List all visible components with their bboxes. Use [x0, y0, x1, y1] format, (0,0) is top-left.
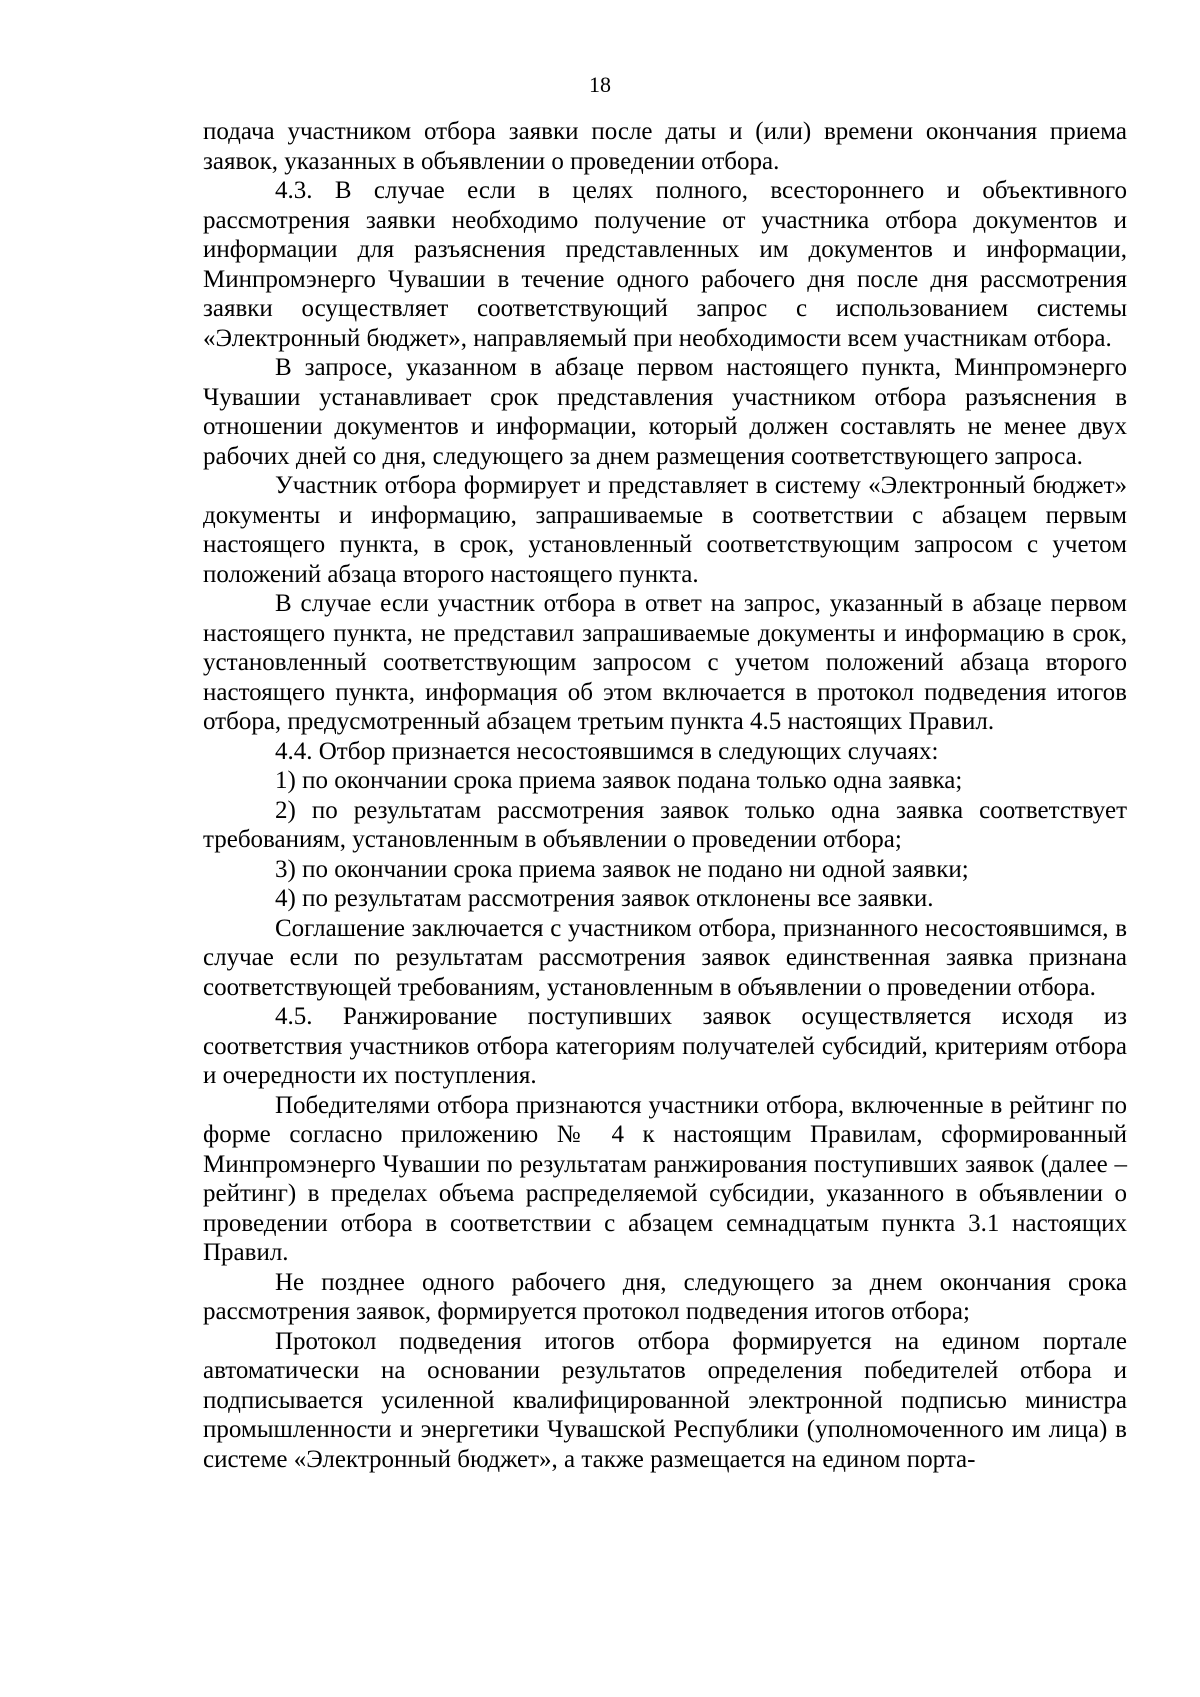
paragraph: 4.5. Ранжирование поступивших заявок осуществляется исходя из соответствия участников отбора категориям получателей субсидий, критериям отбора и очередности их поступления. [203, 1003, 1127, 1089]
paragraph: подача участником отбора заявки после даты и (или) времени окончания приема заявок, указанных в объявлении о проведении отбора. [203, 118, 1127, 175]
paragraph: В случае если участник отбора в ответ на запрос, указанный в абзаце первом настоящего пункта, не представил запрашиваемые документы и информацию в срок, установленный соответствующим запросом с учетом положений абзаца второго настоящего пункта, информация об этом включается в протокол подведения итогов отбора, предусмотренный абзацем третьим пункта 4.5 настоящих Правил. [203, 590, 1127, 735]
paragraph: 4.3. В случае если в целях полного, всестороннего и объективного рассмотрения заявки необходимо получение от участника отбора документов и информации для разъяснения представленных им документов и информации, Минпромэнерго Чувашии в течение одного рабочего дня после дня рассмотрения заявки осуществляет соответствующий запрос с использованием системы «Электронный бюджет», направляемый при необходимости всем участникам отбора. [203, 177, 1127, 352]
list-item: 4) по результатам рассмотрения заявок отклонены все заявки. [275, 885, 934, 912]
list-item: 2) по результатам рассмотрения заявок только одна заявка соответствует требованиям, установленным в объявлении о проведении отбора; [203, 796, 1127, 853]
paragraph: 4.4. Отбор признается несостоявшимся в следующих случаях: [275, 737, 939, 765]
paragraph: Протокол подведения итогов отбора формируется на едином портале автоматически на основании результатов определения победителей отбора и подписывается усиленной квалифицированной электронной подписью министра промышленности и энергетики Чувашской Республики (уполномоченного им лица) в системе «Электронный бюджет», а также размещается на едином порта- [203, 1327, 1127, 1473]
paragraph: Победителями отбора признаются участники отбора, включенные в рейтинг по форме согласно приложению № 4 к настоящим Правилам, сформированный Минпромэнерго Чувашии по результатам ранжирования поступивших заявок (далее – рейтинг) в пределах объема распределяемой субсидии, указанного в объявлении о проведении отбора в соответствии с абзацем семнадцатым пункта 3.1 настоящих Правил. [203, 1091, 1127, 1266]
page-number: 18 [589, 72, 611, 97]
list-item: 3) по окончании срока приема заявок не подано ни одной заявки; [275, 855, 969, 883]
paragraph: Участник отбора формирует и представляет в систему «Электронный бюджет» документы и информацию, запрашиваемые в соответствии с абзацем первым настоящего пункта, в срок, установленный соответствующим запросом с учетом положений абзаца второго настоящего пункта. [203, 472, 1127, 588]
paragraph: Соглашение заключается с участником отбора, признанного несостоявшимся, в случае если по результатам рассмотрения заявок единственная заявка признана соответствующей требованиям, установленным в объявлении о проведении отбора. [203, 914, 1127, 1001]
paragraph: В запросе, указанном в абзаце первом настоящего пункта, Минпромэнерго Чувашии устанавливает срок представления участником отбора разъяснения в отношении документов и информации, который должен составлять не менее двух рабочих дней со дня, следующего за днем размещения соответствующего запроса. [203, 354, 1127, 470]
list-item: 1) по окончании срока приема заявок подана только одна заявка; [275, 767, 963, 794]
paragraph: Не позднее одного рабочего дня, следующего за днем окончания срока рассмотрения заявок, формируется протокол подведения итогов отбора; [203, 1268, 1127, 1325]
document-body [203, 117, 1127, 1474]
